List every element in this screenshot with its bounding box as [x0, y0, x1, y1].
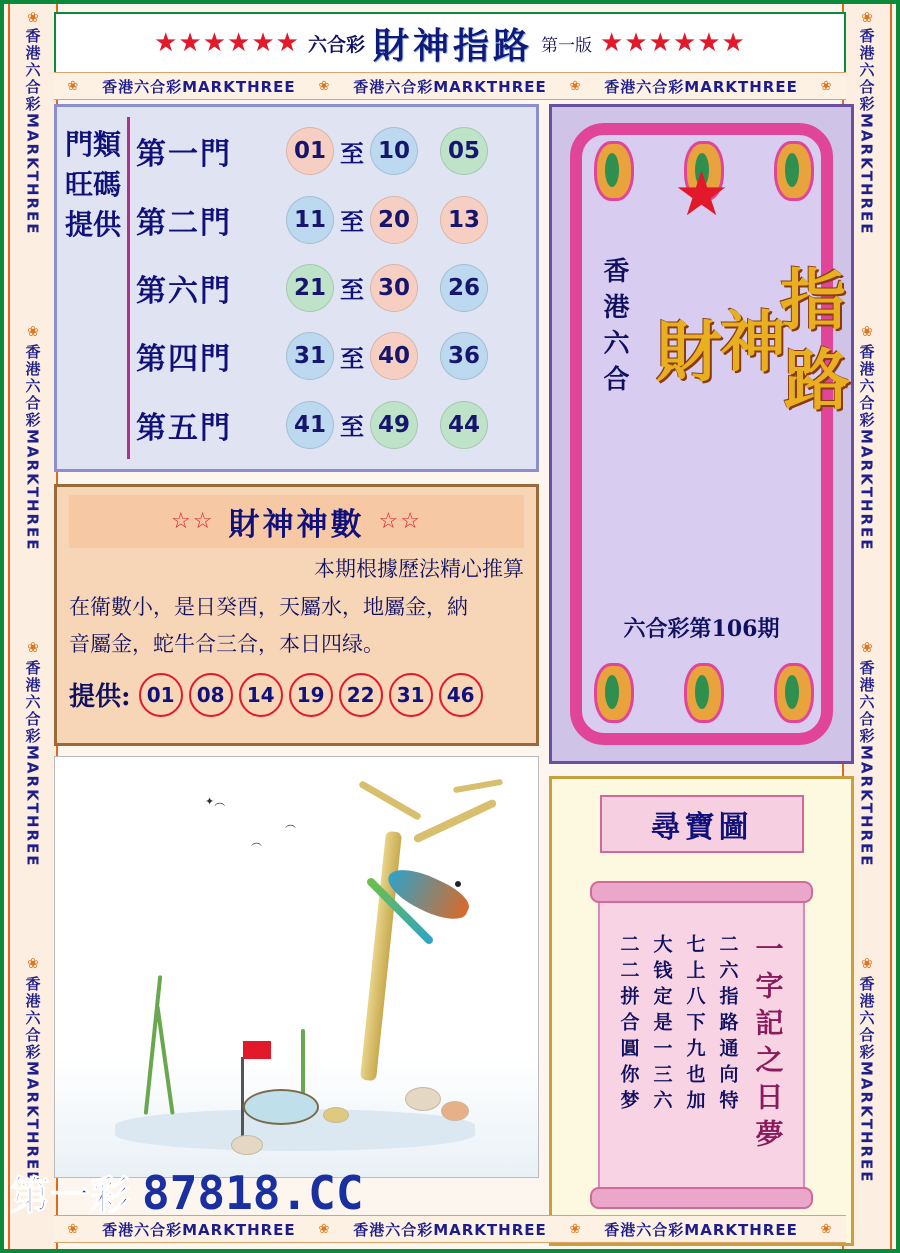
marquee-bottom-1: 香港六合彩MARKTHREE	[102, 1220, 296, 1239]
flag-pole-shape	[241, 1057, 244, 1137]
shenshu-picks-row	[69, 673, 524, 717]
gate-name: 第四門	[136, 342, 232, 378]
tree-branch-shape	[453, 779, 503, 794]
left-column	[54, 104, 539, 1178]
range-separator: 至	[340, 207, 364, 237]
pick-number: 14	[239, 673, 283, 717]
marquee-top-2: 香港六合彩MARKTHREE	[353, 77, 547, 96]
pick-number: 31	[389, 673, 433, 717]
pick-number: 46	[439, 673, 483, 717]
page-title: 財神指路	[373, 24, 534, 67]
stone-shape	[323, 1107, 349, 1123]
stone-shape	[231, 1135, 263, 1155]
clover-icon: ❀	[27, 956, 39, 972]
scroll-text-columns	[612, 920, 792, 1170]
tree-trunk-shape	[360, 831, 402, 1081]
scroll-column-5: 二二拼合圓你梦	[617, 934, 640, 1116]
clover-icon: ❀	[569, 78, 582, 94]
stars-right: ★★★★★★	[600, 28, 746, 58]
gate-name: 第六門	[136, 273, 232, 309]
clover-icon: ❀	[67, 78, 80, 94]
reed-shape	[301, 1029, 305, 1099]
red-star-icon: ★	[673, 157, 730, 230]
table-row	[136, 264, 528, 312]
clover-icon: ❀	[861, 956, 873, 972]
marquee-top-1: 香港六合彩MARKTHREE	[102, 77, 296, 96]
gate-result: 05	[440, 127, 488, 175]
gate-result: 36	[440, 332, 488, 380]
shenshu-line-2: 在衛數小，是日癸酉，天屬水，地屬金，納	[69, 594, 468, 619]
gate-range-to: 40	[370, 332, 418, 380]
shenshu-title: 財神神數	[228, 507, 365, 543]
range-separator: 至	[340, 138, 364, 168]
right-column	[549, 104, 854, 1246]
stars-left: ☆☆	[171, 509, 215, 534]
gate-table-side-title	[65, 117, 130, 459]
rail-text-right-3: 香港六合彩MARKTHREE	[857, 660, 876, 868]
scroll-column-3: 七上八下九也加	[683, 934, 706, 1116]
clover-icon: ❀	[318, 78, 331, 94]
gem-icon	[684, 663, 724, 723]
tree-branch-shape	[413, 798, 498, 843]
shenshu-line-3: 音屬金，蛇牛合三合，本日四绿。	[69, 632, 384, 656]
stone-shape	[441, 1101, 469, 1121]
flying-bird-icon: ︵	[251, 835, 262, 848]
gate-name: 第二門	[136, 205, 232, 241]
poster-char-zhi: 指	[780, 261, 846, 339]
stone-shape	[405, 1087, 441, 1111]
gate-result: 26	[440, 264, 488, 312]
shenshu-line-1: 本期根據歷法精心推算	[314, 557, 524, 581]
treasure-map-panel	[549, 776, 854, 1246]
gate-name: 第一門	[136, 137, 232, 173]
gate-name: 第五門	[136, 410, 232, 446]
marquee-bottom-3: 香港六合彩MARKTHREE	[604, 1220, 798, 1239]
range-separator: 至	[340, 275, 364, 305]
clover-icon: ❀	[861, 324, 873, 340]
clover-icon: ❀	[820, 78, 833, 94]
table-row	[136, 401, 528, 449]
gem-icon	[594, 663, 634, 723]
bird-shape	[382, 860, 474, 927]
pond-shape	[243, 1089, 319, 1125]
poster-vertical-hongkong: 香港六合	[599, 257, 629, 401]
scroll-column-1: 一字記之日夢	[751, 934, 785, 1156]
gate-range-to: 30	[370, 264, 418, 312]
range-separator: 至	[340, 343, 364, 373]
pick-number: 01	[139, 673, 183, 717]
range-separator: 至	[340, 412, 364, 442]
gate-range-to: 10	[370, 127, 418, 175]
marquee-bottom-2: 香港六合彩MARKTHREE	[353, 1220, 547, 1239]
rail-text-right-4: 香港六合彩MARKTHREE	[857, 976, 876, 1184]
gate-result: 13	[440, 196, 488, 244]
clover-icon: ❀	[861, 10, 873, 26]
header-subtitle: 六合彩	[307, 33, 365, 56]
scroll-shape	[598, 891, 805, 1199]
clover-icon: ❀	[569, 1221, 582, 1237]
rail-text-left-4: 香港六合彩MARKTHREE	[23, 976, 42, 1184]
clover-icon: ❀	[27, 324, 39, 340]
bird-eye-shape	[455, 881, 461, 887]
watermark-brand: 第一彩	[10, 1172, 130, 1219]
gate-side-title-text: 門類旺碼提供	[65, 128, 122, 241]
table-row	[136, 127, 528, 175]
watermark-site: 87818.CC	[142, 1166, 364, 1220]
poster-char-lu: 路	[784, 341, 850, 419]
gem-icon	[774, 663, 814, 723]
clover-icon: ❀	[27, 640, 39, 656]
table-row	[136, 332, 528, 380]
gate-range-from: 21	[286, 264, 334, 312]
pick-number: 08	[189, 673, 233, 717]
page-header	[54, 12, 846, 74]
rail-text-left-3: 香港六合彩MARKTHREE	[23, 660, 42, 868]
table-row	[136, 196, 528, 244]
watermark	[10, 1164, 364, 1221]
rail-text-right-2: 香港六合彩MARKTHREE	[857, 344, 876, 552]
scroll-cap-top	[590, 881, 813, 903]
poster-char-shen: 神	[720, 303, 786, 381]
gate-rows	[130, 117, 528, 459]
flying-bird-icon: ✦︵	[205, 795, 226, 808]
issue-number: 六合彩第106期	[623, 616, 780, 642]
pick-number: 19	[289, 673, 333, 717]
edition-label: 第一版	[541, 35, 593, 56]
treasure-title: 尋寶圖	[600, 795, 804, 853]
gem-icon	[594, 141, 634, 201]
title-poster-panel	[549, 104, 854, 764]
clover-icon: ❀	[67, 1221, 80, 1237]
flying-bird-icon: ︵	[285, 817, 296, 830]
gate-range-to: 20	[370, 196, 418, 244]
gate-number-table	[54, 104, 539, 472]
gate-range-to: 49	[370, 401, 418, 449]
top-marquee-strip	[54, 72, 846, 100]
marquee-top-3: 香港六合彩MARKTHREE	[604, 77, 798, 96]
left-decorative-rail	[8, 4, 58, 1249]
picks-label: 提供:	[69, 682, 131, 712]
gate-range-from: 11	[286, 196, 334, 244]
clover-icon: ❀	[318, 1221, 331, 1237]
poster-char-cai: 財	[656, 313, 722, 391]
clover-icon: ❀	[27, 10, 39, 26]
scroll-cap-bottom	[590, 1187, 813, 1209]
gate-range-from: 31	[286, 332, 334, 380]
rail-text-left-2: 香港六合彩MARKTHREE	[23, 344, 42, 552]
pick-number: 22	[339, 673, 383, 717]
tree-branch-shape	[358, 780, 422, 821]
flag-shape	[243, 1041, 271, 1059]
scroll-column-2: 二六指路通向特	[716, 934, 739, 1116]
shenshu-header	[69, 495, 524, 548]
rail-text-left-1: 香港六合彩MARKTHREE	[23, 28, 42, 236]
gate-range-from: 01	[286, 127, 334, 175]
gem-icon	[774, 141, 814, 201]
clover-icon: ❀	[861, 640, 873, 656]
stars-left: ★★★★★★	[154, 28, 300, 58]
gate-range-from: 41	[286, 401, 334, 449]
shenshu-panel	[54, 484, 539, 746]
scroll-column-4: 大钱定是一三六	[650, 934, 673, 1116]
stars-right: ☆☆	[378, 509, 422, 534]
gate-result: 44	[440, 401, 488, 449]
clover-icon: ❀	[820, 1221, 833, 1237]
illustration-panel	[54, 756, 539, 1178]
rail-text-right-1: 香港六合彩MARKTHREE	[857, 28, 876, 236]
